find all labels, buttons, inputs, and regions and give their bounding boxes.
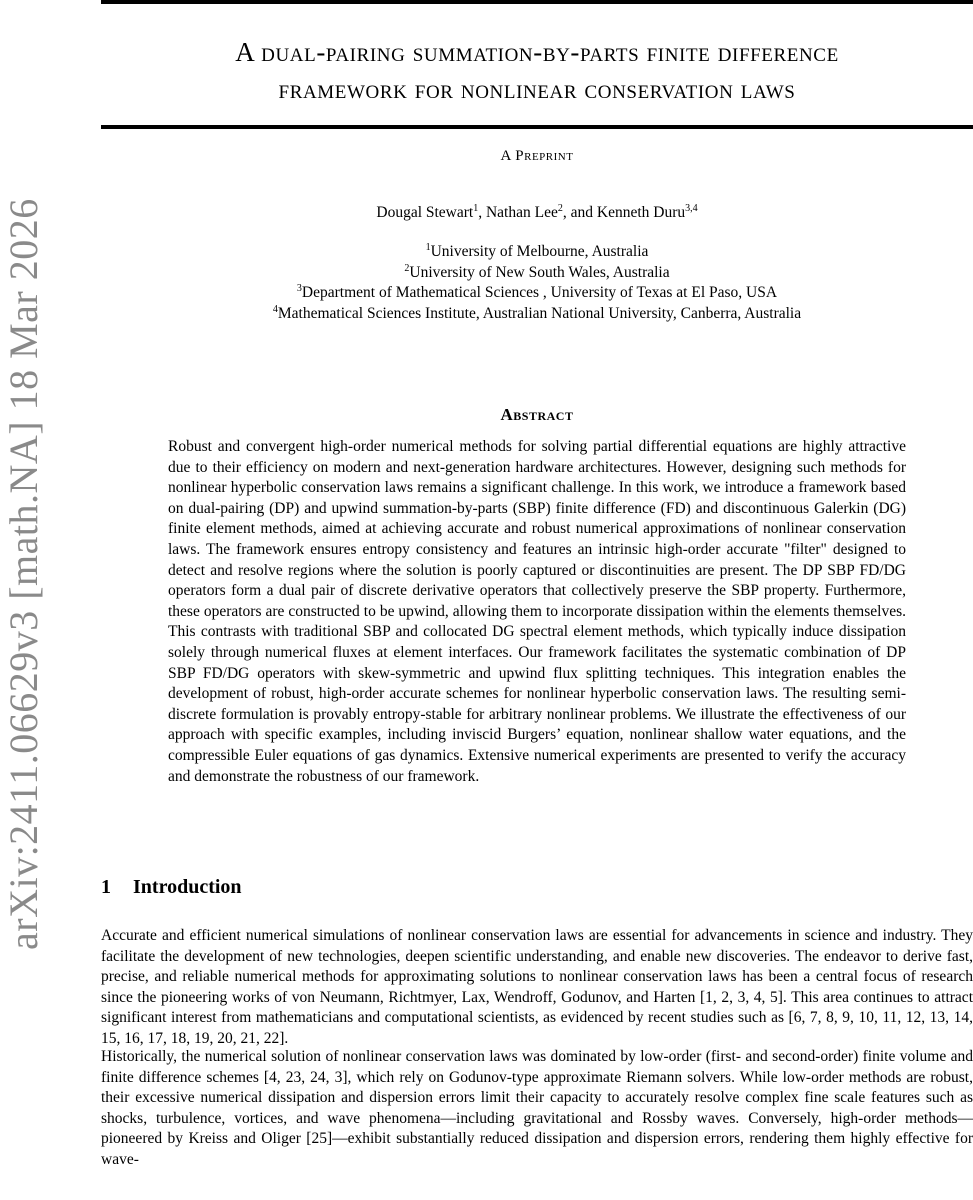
affiliation-marker: 4 <box>272 303 278 315</box>
author-list <box>101 204 973 222</box>
affiliation-marker: 2 <box>404 262 410 274</box>
author-name: Nathan Lee <box>485 204 558 221</box>
affiliation-text: University of New South Wales, Australia <box>409 263 670 281</box>
affiliation-text: Department of Mathematical Sciences , University of Texas at El Paso, USA <box>301 284 778 301</box>
author-name: Dougal Stewart <box>376 204 474 221</box>
affiliation-list <box>101 242 973 324</box>
affiliation-text: Mathematical Sciences Institute, Australian National University, Canberra, Australia <box>277 304 802 322</box>
affiliation-text: University of Melbourne, Australia <box>430 243 649 260</box>
affiliation-marker: 3 <box>296 283 302 294</box>
abstract-heading: Abstract <box>500 405 574 424</box>
affiliation-item <box>101 283 973 304</box>
preprint-label: A Preprint <box>500 148 574 164</box>
affiliation-item <box>101 304 973 325</box>
title-bottom-rule <box>101 125 973 129</box>
section-title: Introduction <box>133 876 242 898</box>
author-separator: , and <box>562 204 597 221</box>
paper-title-line-2: framework for nonlinear conservation laws <box>278 74 796 104</box>
intro-paragraph-2: Historically, the numerical solution of nonlinear conservation laws was dominated by low-order (first- and second-order) finite volume and finite difference schemes [4, 23, 24, 3], which rely on Godunov-type approximate Riemann solvers. While low-order methods are robust, their excessive numerical dissipation and dispersion errors limit their capacity to accurately resolve complex fine scale features such as shocks, turbulence, vortices, and wave phenomena—including gravitational and Rossby waves. Conversely, high-order methods—pioneered by Kreiss and Oliger [25]—exhibit substantially reduced dissipation and dispersion errors, rendering them highly effective for wave- <box>101 1048 973 1168</box>
abstract-text: Robust and convergent high-order numerical methods for solving partial differential equations are highly attractive due to their efficiency on modern and next-generation hardware architectures. However, designing such methods for nonlinear hyperbolic conservation laws remains a significant challenge. In this work, we introduce a framework based on dual-pairing (DP) and upwind summation-by-parts (SBP) finite difference (FD) and discontinuous Galerkin (DG) finite element methods, aimed at achieving accurate and robust numerical approximations of nonlinear conservation laws. The framework ensures entropy consistency and features an intrinsic high-order accurate "filter" designed to detect and resolve regions where the solution is poorly captured or discontinuities are present. The DP SBP FD/DG operators form a dual pair of discrete derivative operators that collectively preserve the SBP property. Furthermore, these operators are constructed to be upwind, allowing them to incorporate dissipation within the elements themselves. This contrasts with traditional SBP and collocated DG spectral element methods, which typically induce dissipation solely through numerical fluxes at element interfaces. Our framework facilitates the systematic combination of DP SBP FD/DG operators with skew-symmetric and upwind flux splitting techniques. This integration enables the development of robust, high-order accurate schemes for nonlinear hyperbolic conservation laws. The resulting semi-discrete formulation is provably entropy-stable for arbitrary nonlinear problems. We illustrate the effectiveness of our approach with specific examples, including inviscid Burgers’ equation, nonlinear shallow water equations, and the compressible Euler equations of gas dynamics. Extensive numerical experiments are presented to verify the accuracy and demonstrate the robustness of our framework. <box>168 438 906 785</box>
affiliation-marker: 1 <box>425 242 431 253</box>
author-separator: , <box>478 204 486 221</box>
paper-title <box>101 34 973 108</box>
title-top-rule <box>101 0 973 4</box>
author-affiliation-marker: 3,4 <box>685 203 698 214</box>
affiliation-item <box>101 242 973 263</box>
section-heading-introduction <box>101 876 242 899</box>
author-name: Kenneth Duru <box>596 204 686 221</box>
paper-title-line-1: A dual-pairing summation-by-parts finite difference <box>235 37 839 67</box>
section-number: 1 <box>101 876 111 898</box>
intro-paragraph-1: Accurate and efficient numerical simulations of nonlinear conservation laws are essential for advancements in science and industry. They facilitate the development of new technologies, deepen scientific understanding, and enable new discoveries. The endeavor to derive fast, precise, and reliable numerical methods for approximating solutions to nonlinear conservation laws has been a central focus of research since the pioneering works of von Neumann, Richtmyer, Lax, Wendroff, Godunov, and Harten [1, 2, 3, 4, 5]. This area continues to attract significant interest from mathematicians and computational scientists, as evidenced by recent studies such as [6, 7, 8, 9, 10, 11, 12, 13, 14, 15, 16, 17, 18, 19, 20, 21, 22]. <box>101 927 973 1047</box>
affiliation-item <box>101 263 973 284</box>
author-affiliation-marker: 2 <box>557 203 563 214</box>
arxiv-identifier-stamp: arXiv:2411.06629v3 [math.NA] 18 Mar 2026 <box>1 198 46 950</box>
author-affiliation-marker: 1 <box>473 203 479 214</box>
